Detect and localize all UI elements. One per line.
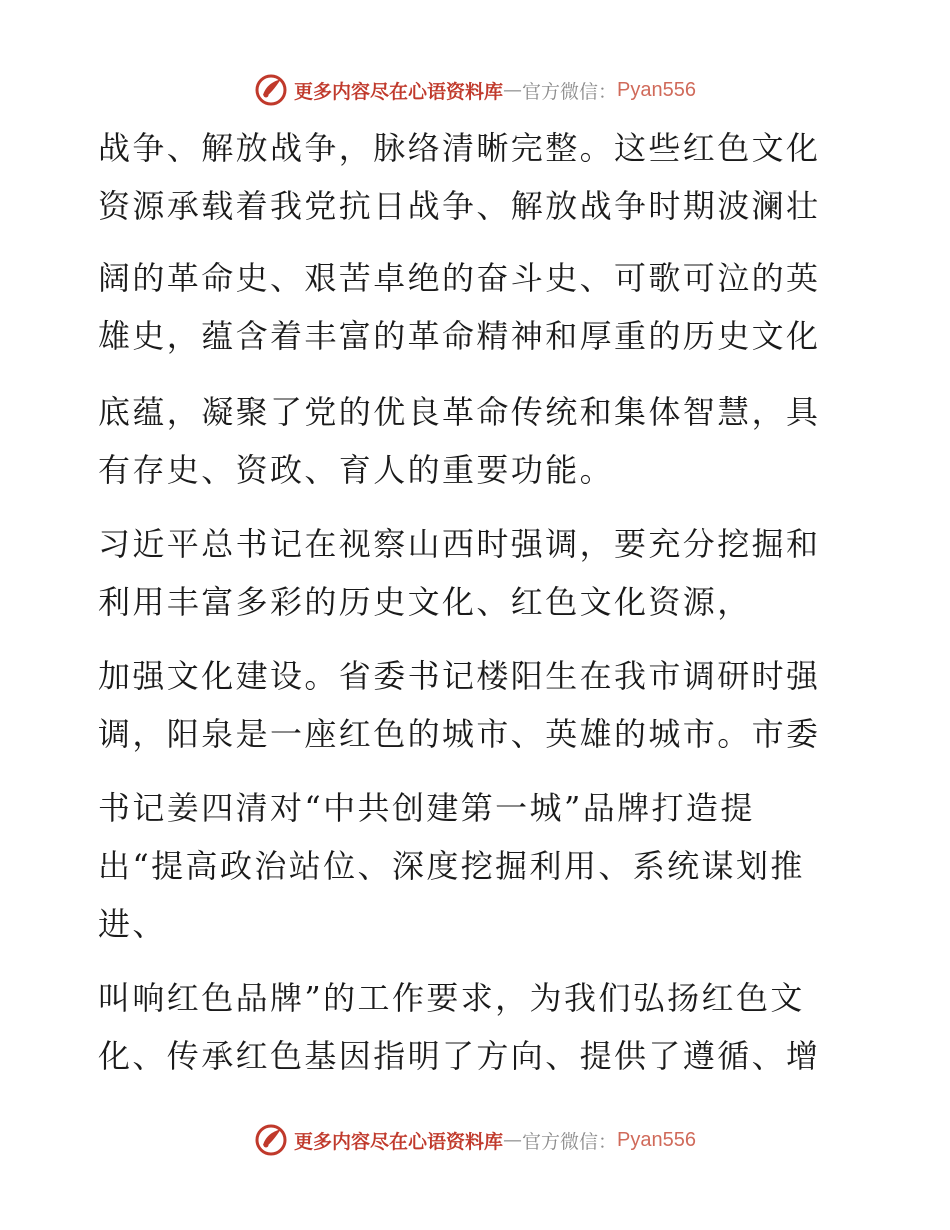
text-line: 底蕴，凝聚了党的优良革命传统和集体智慧，具 [98, 393, 821, 431]
text-line: 调，阳泉是一座红色的城市、英雄的城市。市委 [98, 715, 821, 753]
banner-official-label: 官方微信 [522, 1130, 599, 1153]
banner-colon: ： [598, 80, 618, 103]
header-banner [0, 70, 950, 110]
text-line: 化、传承红色基因指明了方向、提供了遵循、增 [98, 1037, 821, 1075]
text-line: 书记姜四清对“中共创建第一城”品牌打造提 [98, 789, 755, 827]
text-line: 进、 [98, 905, 167, 943]
banner-wechat-id: Pyan556 [617, 1128, 696, 1151]
banner-main-text: 更多内容尽在心语资料库 [293, 1130, 503, 1153]
banner-official-label: 官方微信 [522, 80, 599, 103]
footer-banner [0, 1120, 950, 1160]
text-line: 战争、解放战争，脉络清晰完整。这些红色文化 [98, 129, 821, 167]
text-line: 有存史、资政、育人的重要功能。 [98, 451, 615, 489]
banner-colon: ： [598, 1130, 618, 1153]
banner-main-text: 更多内容尽在心语资料库 [293, 80, 503, 103]
text-line: 雄史，蕴含着丰富的革命精神和厚重的历史文化 [98, 317, 821, 355]
logo-icon [254, 73, 288, 107]
text-line: 习近平总书记在视察山西时强调，要充分挖掘和 [98, 525, 821, 563]
banner-separator: — [503, 1129, 522, 1151]
text-line: 资源承载着我党抗日战争、解放战争时期波澜壮 [98, 187, 821, 225]
text-line: 叫响红色品牌”的工作要求，为我们弘扬红色文 [98, 979, 805, 1017]
text-line: 出“提高政治站位、深度挖掘利用、系统谋划推 [98, 847, 805, 885]
text-line: 阔的革命史、艰苦卓绝的奋斗史、可歌可泣的英 [98, 259, 821, 297]
logo-icon [254, 1123, 288, 1157]
text-line: 利用丰富多彩的历史文化、红色文化资源， [98, 583, 752, 621]
text-line: 加强文化建设。省委书记楼阳生在我市调研时强 [98, 657, 821, 695]
banner-separator: — [503, 79, 522, 101]
banner-wechat-id: Pyan556 [617, 78, 696, 101]
